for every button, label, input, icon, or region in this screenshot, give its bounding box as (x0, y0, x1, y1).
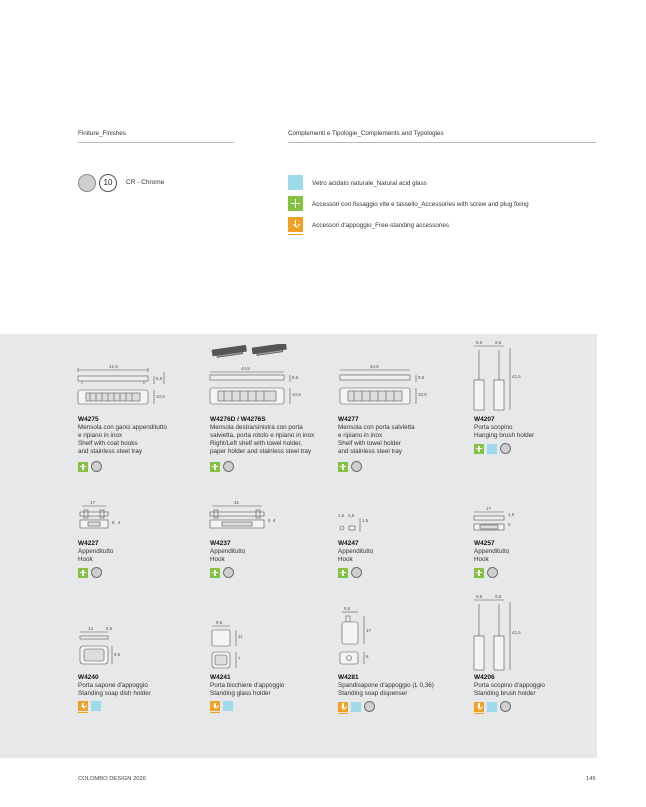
w4241-dim-width: 9,5 (216, 620, 223, 625)
product-desc-line: Shelf with towel holder (338, 440, 402, 447)
product-desc-line: Hook (474, 556, 489, 563)
product-w4237 (210, 540, 340, 578)
product-w4276 (210, 416, 340, 472)
product-w4257 (474, 540, 604, 578)
glass-icon (487, 702, 497, 712)
glass-icon (91, 701, 101, 711)
finishes-rule (78, 142, 234, 143)
w4206-drawing (470, 594, 530, 674)
chrome-finish-icon (91, 461, 102, 472)
w4275-dim-depth: 6,5 (156, 376, 163, 381)
w4277-dim-width: 44,5 (370, 364, 379, 369)
complements-rule (288, 142, 596, 143)
chrome-finish-swatch (78, 174, 96, 192)
plus-fixing-icon (474, 568, 484, 578)
w4241-dim-depth: 7 (238, 656, 241, 661)
chrome-finish-icon (500, 443, 511, 454)
w4276-dim-height: 10,5 (292, 392, 301, 397)
w4227-drawing (76, 500, 126, 534)
product-desc-line: Right/Left shelf with towel holder, (210, 440, 303, 447)
finish-number-badge: 10 (99, 174, 117, 192)
w4206-dim-height: 42,5 (512, 630, 521, 635)
product-desc-line: Standing soap dish holder (78, 690, 151, 697)
w4275-dim-height: 10,5 (156, 394, 165, 399)
legend-glass-text: Vetro acidato naturale_Natural acid glass (312, 180, 427, 187)
plus-fixing-icon (210, 462, 220, 472)
product-w4277 (338, 416, 468, 472)
product-desc-line: paper holder and stainless steel tray (210, 448, 312, 455)
w4241-dim-height: 11 (238, 634, 243, 639)
product-desc-line: salvietta, porta rotolo e ripiano in inox (210, 432, 315, 439)
product-desc-line: e ripiano in inox (78, 432, 123, 439)
product-desc-line: Appenditutto (338, 548, 374, 555)
chrome-finish-icon (223, 461, 234, 472)
w4240-dim-depth: 9,5 (114, 652, 121, 657)
plus-fixing-icon (210, 568, 220, 578)
product-desc-line: Mensola destra/sinistra con porta (210, 424, 303, 431)
plus-fixing-icon (338, 462, 348, 472)
product-w4281 (338, 674, 468, 712)
product-desc-line: Porta scopino (474, 424, 513, 431)
w4207-dim-a: 9,5 (476, 340, 483, 345)
glass-icon (351, 702, 361, 712)
product-desc-line: Shelf with coat hooks (78, 440, 138, 447)
chrome-finish-icon (487, 567, 498, 578)
w4247-dim-c: 1,5 (362, 518, 369, 523)
product-code: W4240 (78, 674, 99, 681)
product-w4275 (78, 416, 208, 472)
chrome-finish-icon (91, 567, 102, 578)
product-code: W4247 (338, 540, 359, 547)
product-w4247 (338, 540, 468, 578)
w4237-dim-width: 31 (234, 500, 240, 505)
w4237-drawing (208, 500, 278, 534)
page-number: 145 (586, 776, 596, 782)
w4281-dim-height: 17 (366, 628, 372, 633)
product-w4227 (78, 540, 208, 578)
product-code: W4275 (78, 416, 99, 423)
product-w4206 (474, 674, 604, 712)
w4276-dim-width: 44,5 (241, 366, 250, 371)
product-desc-line: Standing glass holder (210, 690, 271, 697)
plus-fixing-icon (338, 568, 348, 578)
product-desc-line: Appenditutto (210, 548, 246, 555)
product-desc-line: Spandisapone d'appoggio (L 0,36) (338, 682, 434, 689)
chrome-finish-icon (364, 701, 375, 712)
product-desc-line: Mensola con ganci appenditutto (78, 424, 167, 431)
product-code: W4277 (338, 416, 359, 423)
product-code: W4206 (474, 674, 495, 681)
w4227-dim-width: 17 (90, 500, 96, 505)
product-desc-line: and stainless steel tray (78, 448, 143, 455)
legend-free-standing-text: Accessori d'appoggio_Free-standing accessories (312, 222, 450, 229)
product-desc-line: Appenditutto (78, 548, 114, 555)
product-desc-line: Hook (338, 556, 353, 563)
chrome-finish-icon (351, 461, 362, 472)
free-standing-icon (338, 702, 348, 712)
product-code: W4276D / W4276S (210, 416, 266, 423)
w4240-dim-height: 6,5 (106, 626, 113, 631)
product-desc-line: Porta sapone d'appoggio (78, 682, 148, 689)
w4207-dim-height: 42,5 (512, 374, 521, 379)
plus-fixing-icon (78, 568, 88, 578)
w4257-drawing (470, 506, 520, 534)
chrome-finish-icon (223, 567, 234, 578)
product-desc-line: Porta bicchiere d'appoggio (210, 682, 285, 689)
w4257-dim-b: 5 (508, 522, 511, 527)
free-standing-icon (78, 701, 88, 711)
w4237-dim-b: 4 (273, 518, 276, 523)
product-desc-line: Hook (210, 556, 225, 563)
glass-icon (288, 175, 303, 190)
product-code: W4281 (338, 674, 359, 681)
legend-fixing-text: Accessori con fissaggio vite e tassello_Accessories with screw and plug fixing (312, 201, 529, 208)
w4247-dim-b: 2,5 (348, 513, 355, 518)
w4240-drawing (76, 626, 126, 670)
w4276-dim-depth: 8,5 (292, 375, 299, 380)
product-code: W4241 (210, 674, 231, 681)
product-code: W4257 (474, 540, 495, 547)
product-code: W4207 (474, 416, 495, 423)
product-desc-line: Mensola con porta salvietta (338, 424, 415, 431)
w4281-dim-width: 9,5 (344, 606, 351, 611)
free-standing-icon (210, 701, 220, 711)
product-w4207 (474, 416, 604, 454)
product-desc-line: Standing soap dispenser (338, 690, 408, 697)
w4275-drawing (76, 364, 171, 410)
glass-icon (487, 444, 497, 454)
w4227-dim-b: 4 (118, 520, 121, 525)
chrome-finish-icon (500, 701, 511, 712)
free-standing-icon (288, 217, 303, 232)
w4281-dim-depth: 8 (366, 654, 369, 659)
footer-brand: COLOMBO DESIGN 2026 (78, 776, 146, 782)
w4240-dim-width: 14 (88, 626, 94, 631)
plus-fixing-icon (78, 462, 88, 472)
w4257-dim-a: 1,5 (508, 512, 515, 517)
w4247-drawing (338, 510, 378, 536)
complements-header: Complementi e Tipologie_Complements and Typologies (288, 130, 444, 137)
w4206-dim-a: 9,5 (476, 594, 483, 599)
product-desc-line: Hook (78, 556, 93, 563)
w4207-drawing (470, 340, 530, 412)
product-desc-line: Hanging brush holder (474, 432, 535, 439)
w4206-dim-b: 9,5 (495, 594, 502, 599)
free-standing-icon (474, 702, 484, 712)
product-w4240 (78, 674, 208, 711)
plus-fixing-icon (474, 444, 484, 454)
product-desc-line: Appenditutto (474, 548, 510, 555)
product-code: W4237 (210, 540, 231, 547)
w4277-dim-height: 10,5 (418, 392, 427, 397)
finishes-header: Finiture_Finishes (78, 130, 126, 137)
w4277-dim-depth: 8,5 (418, 375, 425, 380)
product-desc-line: e ripiano in inox (338, 432, 383, 439)
plus-fixing-icon (288, 196, 303, 211)
w4275-dim-width: 41,5 (109, 364, 118, 369)
finish-label: CR - Chrome (126, 179, 165, 186)
chrome-finish-icon (351, 567, 362, 578)
w4277-drawing (338, 364, 433, 410)
w4241-drawing (208, 620, 253, 672)
w4237-dim-a: 5 (268, 518, 271, 523)
product-desc-line: Standing brush holder (474, 690, 536, 697)
w4227-dim-a: 5 (112, 520, 115, 525)
glass-icon (223, 701, 233, 711)
w4257-dim-width: 17 (486, 506, 492, 511)
product-code: W4227 (78, 540, 99, 547)
w4281-drawing (338, 606, 383, 672)
product-desc-line: Porta scopino d'appoggio (474, 682, 545, 689)
w4207-dim-b: 9,5 (495, 340, 502, 345)
product-w4241 (210, 674, 340, 711)
w4247-dim-a: 1,5 (338, 513, 345, 518)
w4276-drawing (208, 344, 303, 410)
product-desc-line: and stainless steel tray (338, 448, 403, 455)
